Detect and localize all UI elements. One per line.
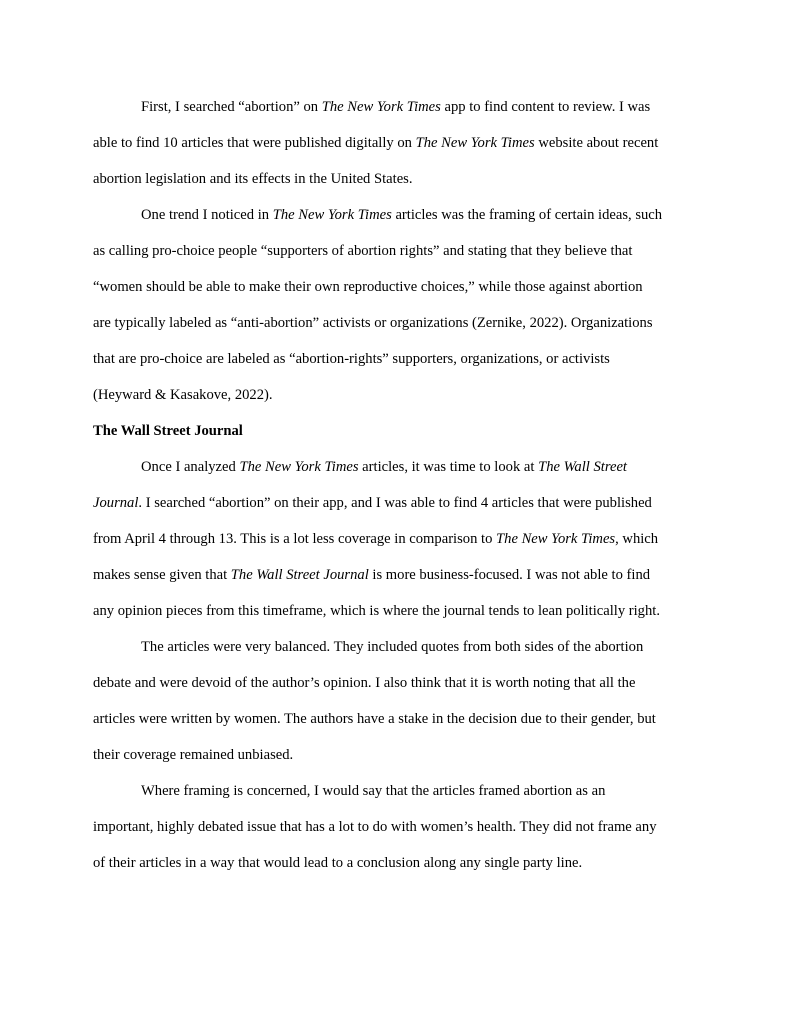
text-run: articles was the framing of certain ideas, such: [391, 207, 663, 223]
text-run: articles, it was time to look at: [358, 459, 539, 475]
text-run: makes sense given that: [93, 567, 231, 583]
text-run: (Heyward & Kasakove, 2022).: [93, 387, 273, 403]
italic-title: The New York Times: [415, 135, 535, 151]
text-run: are typically labeled as “anti-abortion” activists or organizations (Zernike, 2022). Organizations: [93, 315, 653, 331]
italic-title: The New York Times: [272, 207, 392, 223]
text-run: debate and were devoid of the author’s opinion. I also think that it is worth noting that all the: [93, 675, 636, 691]
section-heading: The Wall Street Journal: [93, 423, 243, 439]
paragraph-nyt-framing: [93, 197, 699, 413]
text-run: , which: [615, 531, 659, 547]
text-run: . I searched “abortion” on their app, and I was able to find 4 articles that were published: [138, 495, 652, 511]
italic-title: The New York Times: [239, 459, 359, 475]
text-line: [93, 197, 699, 233]
text-line: [45, 521, 699, 557]
text-run: important, highly debated issue that has a lot to do with women’s health. They did not frame any: [93, 819, 657, 835]
italic-title: The Wall Street Journal: [230, 567, 369, 583]
text-run: from April 4 through 13. This is a lot less coverage in comparison to: [93, 531, 497, 547]
text-run: app to find content to review. I was: [440, 99, 651, 115]
text-run: Where framing is concerned, I would say that the articles framed abortion as an: [141, 783, 606, 799]
text-line: [45, 233, 699, 269]
document-body: [93, 89, 699, 881]
text-line: [45, 845, 699, 881]
text-run: Once I analyzed: [141, 459, 240, 475]
text-line: [45, 269, 699, 305]
text-run: abortion legislation and its effects in the United States.: [93, 171, 413, 187]
italic-title: Journal: [93, 495, 139, 511]
text-line: [45, 125, 699, 161]
text-line: [93, 773, 699, 809]
text-run: “women should be able to make their own reproductive choices,” while those against abortion: [93, 279, 643, 295]
text-line: [45, 665, 699, 701]
text-run: that are pro-choice are labeled as “abortion-rights” supporters, organizations, or activists: [93, 351, 610, 367]
text-run: One trend I noticed in: [141, 207, 273, 223]
text-line: [93, 449, 699, 485]
text-run: any opinion pieces from this timeframe, which is where the journal tends to lean politically right.: [93, 603, 660, 619]
text-run: The articles were very balanced. They included quotes from both sides of the abortion: [141, 639, 644, 655]
paragraph-nyt-search: [93, 89, 699, 197]
text-run: articles were written by women. The authors have a stake in the decision due to their gender, but: [93, 711, 656, 727]
italic-title: The New York Times: [496, 531, 616, 547]
text-line: [45, 161, 699, 197]
text-run: First, I searched “abortion” on: [141, 99, 322, 115]
paragraph-wsj-search: [93, 449, 699, 629]
text-run: website about recent: [534, 135, 659, 151]
text-line: [45, 593, 699, 629]
text-line: [45, 341, 699, 377]
text-line: [93, 629, 699, 665]
italic-title: The Wall Street: [538, 459, 627, 475]
text-line: [45, 377, 699, 413]
text-line: [93, 89, 699, 125]
text-run: able to find 10 articles that were published digitally on: [93, 135, 416, 151]
paragraph-wsj-framing: [93, 773, 699, 881]
italic-title: The New York Times: [321, 99, 441, 115]
text-run: their coverage remained unbiased.: [93, 747, 294, 763]
text-run: is more business-focused. I was not able to find: [368, 567, 651, 583]
text-line: [45, 701, 699, 737]
text-line: [45, 305, 699, 341]
text-line: [45, 557, 699, 593]
text-run: of their articles in a way that would lead to a conclusion along any single party line.: [93, 855, 583, 871]
text-line: [45, 809, 699, 845]
text-line: [45, 485, 699, 521]
text-run: as calling pro-choice people “supporters of abortion rights” and stating that they believe that: [93, 243, 633, 259]
text-line: [45, 737, 699, 773]
paragraph-wsj-balance: [93, 629, 699, 773]
